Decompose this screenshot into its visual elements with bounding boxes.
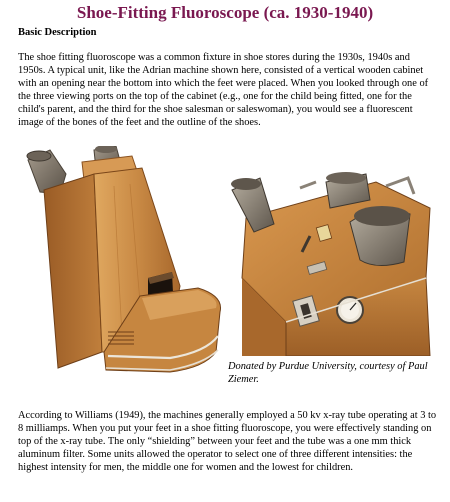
section-heading: Basic Description: [18, 27, 97, 38]
intro-paragraph: The shoe fitting fluoroscope was a common fixture in shoe stores during the 1930s, 1940s and 1950s. A typical unit, like the Adrian machine shown here, consisted of a vertical wooden cabinet with an opening near the bottom into which the feet were placed. When you looked through one of the three viewing ports on the top of the cabinet (e.g., one for the child being fitted, one for the child's parent, and the third for the shoe salesman or saleswoman), you would see a fluorescent image of the bones of the feet and the outline of the shoes.: [18, 52, 429, 128]
xray-paragraph: According to Williams (1949), the machines generally employed a 50 kv x-ray tube operating at 3 to 8 milliamps. When you put your feet in a shoe fitting fluoroscope, you were effectively standing on top of the x-ray tube. The only “shielding” between your feet and the tube was a one mm thick aluminum filter. Some units allowed the operator to select one of three different intensities: the highest intensity for men, the middle one for women and the lowest for children.: [18, 410, 437, 473]
fluoroscope-photo-side: [20, 146, 224, 378]
page-title: Shoe-Fitting Fluoroscope (ca. 1930-1940): [76, 3, 374, 22]
fluoroscope-photo-top: [226, 160, 434, 356]
photo-caption: Donated by Purdue University, courtesy of Paul Ziemer.: [228, 361, 428, 385]
